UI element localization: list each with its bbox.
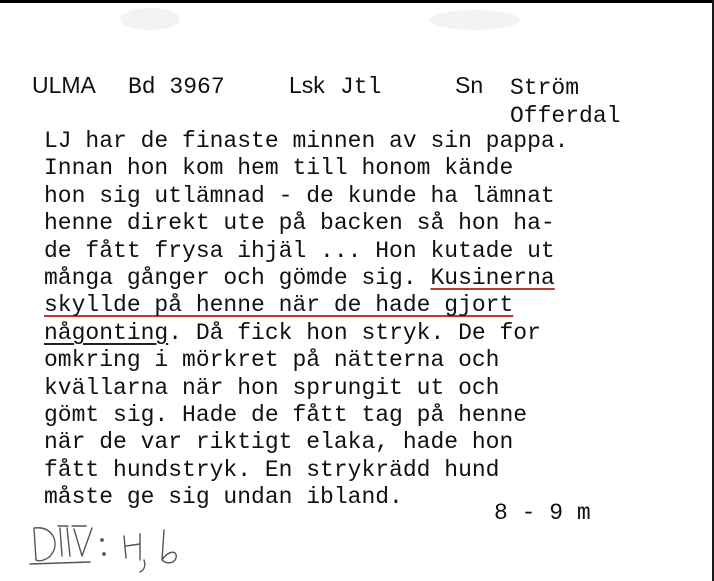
text-line: de fått frysa ihjäl ... Hon kutade ut <box>44 237 555 264</box>
place-line: Ström <box>510 75 580 101</box>
text-plain: . Då fick hon stryk. De for <box>168 319 541 346</box>
text-line: när de var riktigt elaka, hade hon <box>44 429 514 456</box>
underlined-phrase: skyllde på henne när de hade gjort <box>44 292 514 319</box>
text-line: kvällarna när hon sprungit ut och <box>44 374 500 401</box>
archive-code: ULMA <box>32 72 96 98</box>
text-line-underlined <box>44 265 684 292</box>
text-line: gömt sig. Hade de fått tag på henne <box>44 401 528 428</box>
underlined-phrase: Kusinerna <box>430 264 555 291</box>
text-line: fått hundstryk. En strykrädd hund <box>44 456 500 483</box>
paper-smudge <box>430 10 520 30</box>
text-line: omkring i mörkret på nätterna och <box>44 347 500 374</box>
handwritten-signature <box>28 520 208 576</box>
text-line: LJ har de finaste minnen av sin pappa. <box>44 128 569 154</box>
socken-value <box>510 74 620 130</box>
text-line: hon sig utlämnad - de kunde ha lämnat <box>44 182 555 209</box>
underlined-phrase: någonting <box>44 319 169 346</box>
text-line: Innan hon kom hem till honom kände <box>44 155 514 182</box>
text-line-underlined <box>44 320 684 347</box>
record-number: Bd 3967 <box>128 74 225 100</box>
record-text <box>44 128 684 511</box>
landskap-label: Lsk <box>289 72 325 98</box>
text-line: måste ge sig undan ibland. <box>44 484 403 511</box>
text-plain: många gånger och gömde sig. <box>44 264 431 291</box>
socken-label: Sn <box>455 72 484 98</box>
place-line: Offerdal <box>510 103 621 129</box>
text-line: henne direkt ute på backen så hon ha- <box>44 210 555 237</box>
text-line-underlined <box>44 292 684 319</box>
card-top-edge <box>0 0 714 3</box>
informant-age: 8 - 9 m <box>494 500 591 526</box>
paper-smudge <box>120 8 180 30</box>
landskap-value: Jtl <box>340 74 382 100</box>
